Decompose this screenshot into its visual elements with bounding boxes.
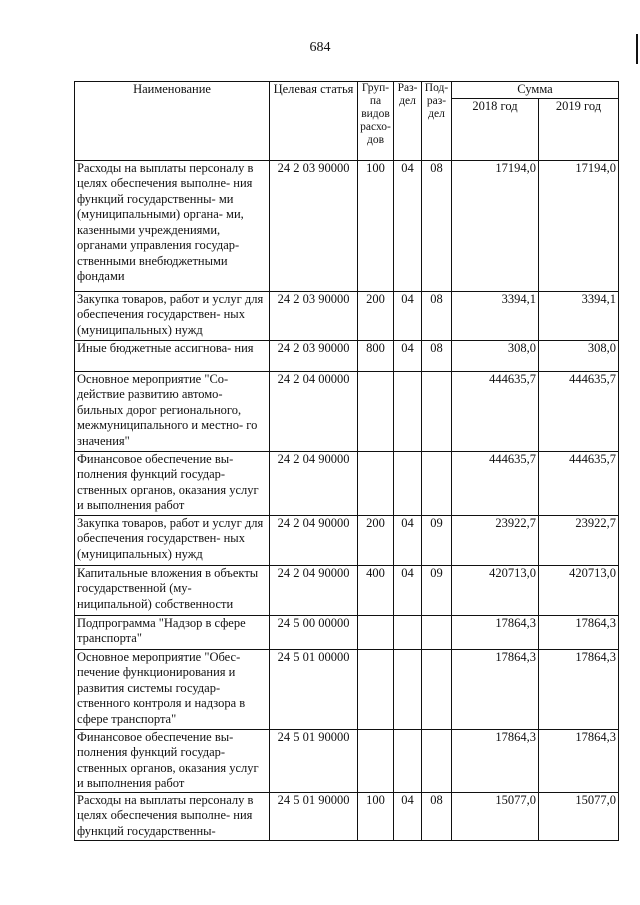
header-section: Раз- дел	[394, 82, 422, 161]
row-group: 100	[358, 160, 394, 291]
row-group: 200	[358, 515, 394, 565]
table-row	[75, 649, 619, 729]
table-row	[75, 565, 619, 615]
row-target: 24 2 04 90000	[270, 565, 358, 615]
row-sum-2018: 17194,0	[452, 160, 539, 291]
row-group: 200	[358, 291, 394, 340]
row-target: 24 2 03 90000	[270, 291, 358, 340]
row-target: 24 5 01 00000	[270, 649, 358, 729]
row-group: 800	[358, 340, 394, 371]
table-row	[75, 371, 619, 451]
row-target: 24 2 03 90000	[270, 340, 358, 371]
row-sum-2018: 17864,3	[452, 729, 539, 792]
row-name: Капитальные вложения в объекты государственной (му- ниципальной) собственности	[75, 565, 270, 615]
row-sum-2019: 15077,0	[539, 792, 619, 840]
budget-table	[74, 81, 619, 841]
row-sum-2019: 17194,0	[539, 160, 619, 291]
row-target: 24 5 01 90000	[270, 729, 358, 792]
row-sum-2018: 23922,7	[452, 515, 539, 565]
row-sum-2019: 444635,7	[539, 451, 619, 515]
row-subsection: 08	[422, 340, 452, 371]
row-subsection: 09	[422, 515, 452, 565]
row-name: Основное мероприятие "Со- действие развитию автомо- бильных дорог регионального, межмуниципального и местно- го значения"	[75, 371, 270, 451]
row-sum-2018: 15077,0	[452, 792, 539, 840]
table-row	[75, 291, 619, 340]
row-group	[358, 451, 394, 515]
page-number: 684	[309, 40, 331, 55]
row-section	[394, 615, 422, 649]
row-group	[358, 371, 394, 451]
table-row	[75, 515, 619, 565]
row-group	[358, 649, 394, 729]
header-target: Целевая статья	[270, 82, 358, 161]
row-sum-2019: 308,0	[539, 340, 619, 371]
row-sum-2018: 17864,3	[452, 615, 539, 649]
header-subsection: Под- раз- дел	[422, 82, 452, 161]
header-group: Груп- па видов расхо- дов	[358, 82, 394, 161]
row-sum-2018: 444635,7	[452, 371, 539, 451]
margin-mark	[636, 34, 638, 64]
row-section	[394, 371, 422, 451]
row-section	[394, 451, 422, 515]
table-body	[75, 160, 619, 840]
row-sum-2019: 444635,7	[539, 371, 619, 451]
row-subsection: 08	[422, 291, 452, 340]
row-subsection	[422, 649, 452, 729]
row-name: Подпрограмма "Надзор в сфере транспорта"	[75, 615, 270, 649]
row-name: Финансовое обеспечение вы- полнения функций государ- ственных органов, оказания услуг и выполнения работ	[75, 451, 270, 515]
row-sum-2018: 17864,3	[452, 649, 539, 729]
row-name: Иные бюджетные ассигнова- ния	[75, 340, 270, 371]
row-group	[358, 615, 394, 649]
row-subsection	[422, 451, 452, 515]
row-target: 24 2 04 00000	[270, 371, 358, 451]
row-sum-2018: 3394,1	[452, 291, 539, 340]
row-section	[394, 729, 422, 792]
row-target: 24 2 04 90000	[270, 451, 358, 515]
row-target: 24 2 04 90000	[270, 515, 358, 565]
row-sum-2019: 420713,0	[539, 565, 619, 615]
table-row	[75, 340, 619, 371]
row-sum-2018: 420713,0	[452, 565, 539, 615]
row-subsection	[422, 729, 452, 792]
row-section: 04	[394, 160, 422, 291]
row-name: Финансовое обеспечение вы- полнения функций государ- ственных органов, оказания услуг и выполнения работ	[75, 729, 270, 792]
row-name: Расходы на выплаты персоналу в целях обеспечения выполне- ния функций государственны- ми (муниципальными) органа- ми, казенными учреждениями, органами управления государ- ственными внебюджетными фондами	[75, 160, 270, 291]
row-section: 04	[394, 565, 422, 615]
row-group: 100	[358, 792, 394, 840]
header-year-2018: 2018 год	[452, 98, 539, 160]
table-row	[75, 160, 619, 291]
row-name: Расходы на выплаты персоналу в целях обеспечения выполне- ния функций государственны-	[75, 792, 270, 840]
row-group: 400	[358, 565, 394, 615]
table-row	[75, 451, 619, 515]
row-subsection: 09	[422, 565, 452, 615]
header-year-2019: 2019 год	[539, 98, 619, 160]
header-sum: Сумма	[452, 82, 619, 99]
header-name: Наименование	[75, 82, 270, 161]
row-target: 24 5 01 90000	[270, 792, 358, 840]
row-sum-2019: 23922,7	[539, 515, 619, 565]
row-sum-2019: 17864,3	[539, 615, 619, 649]
row-section: 04	[394, 291, 422, 340]
row-target: 24 2 03 90000	[270, 160, 358, 291]
row-sum-2018: 444635,7	[452, 451, 539, 515]
row-target: 24 5 00 00000	[270, 615, 358, 649]
table-row	[75, 615, 619, 649]
row-sum-2019: 17864,3	[539, 729, 619, 792]
table-row	[75, 792, 619, 840]
row-section	[394, 649, 422, 729]
table-row	[75, 729, 619, 792]
row-group	[358, 729, 394, 792]
row-section: 04	[394, 515, 422, 565]
row-subsection	[422, 615, 452, 649]
row-subsection: 08	[422, 792, 452, 840]
row-subsection: 08	[422, 160, 452, 291]
row-sum-2019: 17864,3	[539, 649, 619, 729]
row-sum-2018: 308,0	[452, 340, 539, 371]
row-name: Основное мероприятие "Обес- печение функционирования и развития системы государ- ственного контроля и надзора в сфере транспорта"	[75, 649, 270, 729]
row-section: 04	[394, 340, 422, 371]
row-subsection	[422, 371, 452, 451]
row-sum-2019: 3394,1	[539, 291, 619, 340]
row-name: Закупка товаров, работ и услуг для обеспечения государствен- ных (муниципальных) нужд	[75, 291, 270, 340]
row-name: Закупка товаров, работ и услуг для обеспечения государствен- ных (муниципальных) нужд	[75, 515, 270, 565]
row-section: 04	[394, 792, 422, 840]
